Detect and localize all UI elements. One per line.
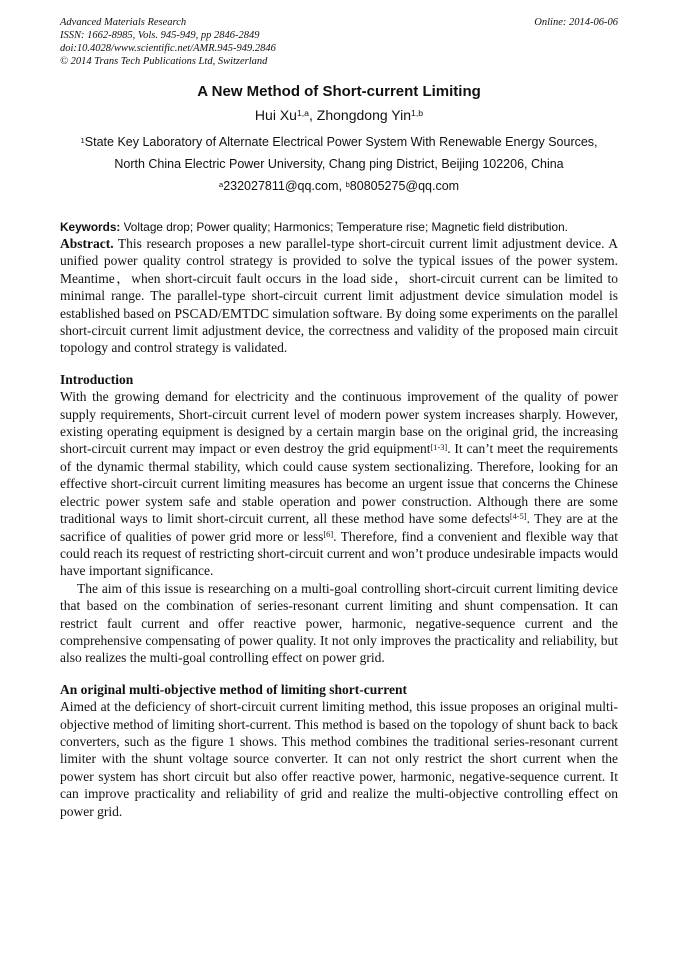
affiliation-superscript: 1: [80, 135, 85, 145]
keywords-label: Keywords:: [60, 220, 121, 234]
affiliation-line-2: North China Electric Power University, Chang ping District, Beijing 102206, China: [114, 157, 564, 171]
citation-1-3: [1-3]: [430, 442, 448, 452]
email-b: 80805275@qq.com: [349, 179, 460, 193]
journal-name: Advanced Materials Research: [60, 17, 187, 28]
section-heading-method: An original multi-objective method of limiting short-current: [60, 681, 407, 697]
journal-doi-line: doi:10.4028/www.scientific.net/AMR.945-949.2846: [60, 43, 276, 54]
author-1-superscript: 1,a: [296, 108, 310, 119]
author-2-name: Zhongdong Yin: [316, 107, 411, 123]
authors-line: [60, 106, 618, 124]
intro-p1-text-1: With the growing demand for electricity and the continuous improvement of the quality of power supply requirements, Short-circuit current level of modern power system increases sharply. However, existing operating equipment is designed by a certain margin base on the original grid, the increasing short-circuit current may impact or even destroy the grid equipment: [60, 389, 618, 457]
introduction-paragraph-2: The aim of this issue is researching on a multi-goal controlling short-circuit current limiting device that based on the combination of series-resonant current limiting and shunt compensation. It can restrict fault current and offer reactive power, harmonic, negative-sequence current and the comprehensive compensating of power quality. It not only improves the practicality and reliability, but also realizes the multi-goal controlling effect on power grid.: [60, 580, 618, 666]
introduction-paragraph-1: [60, 388, 618, 579]
affiliation-block: [60, 131, 618, 197]
intro-p1-text-4: . Therefore, find a convenient and flexible way that could reach its request of restricting short-circuit current and won’t produce undesirable impacts would have important significance.: [60, 528, 618, 579]
journal-header: [60, 16, 618, 68]
intro-p1-text-3: . They are at the sacrifice of qualities of power grid more or less: [60, 511, 618, 544]
citation-4-5: [4-5]: [509, 512, 527, 522]
journal-copyright-line: © 2014 Trans Tech Publications Ltd, Switzerland: [60, 56, 268, 67]
citation-6: [6]: [323, 529, 334, 539]
method-paragraph-1: Aimed at the deficiency of short-circuit current limiting method, this issue proposes an original multi-objective method of limiting short-current. This method is based on the topology of shunt back to back converters, such as the figure 1 shows. This method combines the traditional series-resonant current limiter with the shunt voltage source converter. It can not only restrict the short current when the power system has short circuit but also offer reactive power, harmonic, negative-sequence current. It can improve practicality and reliability of grid and realize the multi-objective controlling effect on power grid.: [60, 699, 618, 819]
affiliation-line-1-text: State Key Laboratory of Alternate Electrical Power System With Renewable Energy Sources,: [84, 135, 598, 149]
emails-separator: ,: [338, 179, 346, 193]
abstract-label: Abstract.: [60, 236, 114, 251]
email-a-superscript: a: [218, 179, 224, 189]
online-date: Online: 2014-06-06: [534, 17, 618, 28]
author-1-name: Hui Xu: [254, 107, 297, 123]
intro-p1-text-2: . It can’t meet the requirements of the dynamic thermal stability, which could cause system sectionalizing. Therefore, looking for an effective short-circuit current limiting measures has become an urgent issue that concerns the Chinese electric power system safe and stable operation and power construction. Although there are some traditional ways to limit short-circuit current, all these method have some defects: [60, 441, 618, 527]
authors-separator: ,: [309, 107, 317, 123]
affiliation-line-1: [60, 131, 618, 153]
abstract-paragraph: [60, 235, 618, 357]
author-2-superscript: 1,b: [411, 108, 424, 119]
paper-title: A New Method of Short-current Limiting: [197, 83, 481, 100]
abstract-text: This research proposes a new parallel-type short-circuit current limit adjustment device. A unified power quality control strategy is provided to solve the typical issues of the power system. Meantime，when short-circuit fault occurs in the load side，short-circuit current can be limited to minimal range. The parallel-type short-circuit current limit adjustment device simulation model is established based on PSCAD/EMTDC simulation software. By doing some experiments on the parallel short-circuit current limit adjustment device, the correctness and validity of the proposed main circuit topology and control strategy is validated.: [60, 236, 618, 356]
keywords-line: [60, 220, 618, 235]
keywords-text: Voltage drop; Power quality; Harmonics; Temperature rise; Magnetic field distribution.: [120, 220, 568, 234]
journal-header-left: [60, 16, 276, 68]
section-heading-introduction: Introduction: [60, 371, 134, 387]
email-a: 232027811@qq.com: [223, 179, 339, 193]
email-b-superscript: b: [345, 179, 350, 189]
journal-issn-line: ISSN: 1662-8985, Vols. 945-949, pp 2846-2849: [60, 30, 260, 41]
emails-line: [60, 175, 618, 197]
